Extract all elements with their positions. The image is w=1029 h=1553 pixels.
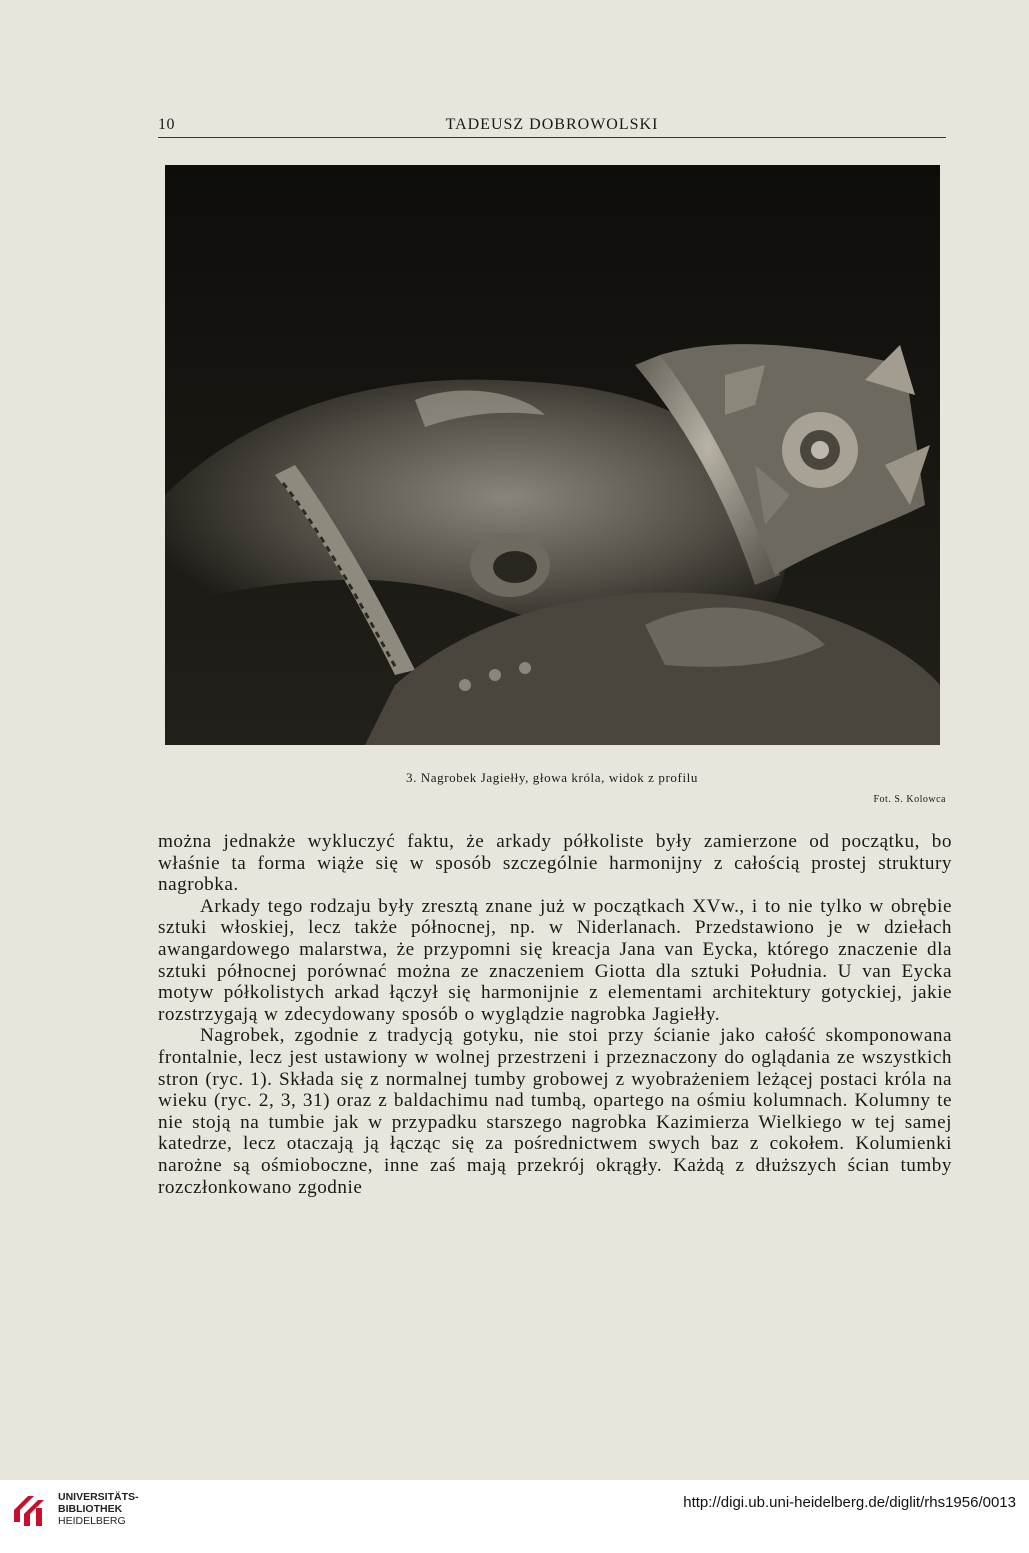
library-footer bbox=[0, 1480, 1029, 1553]
paragraph: Arkady tego rodzaju były zresztą znane już w początkach XVw., i to nie tylko w obrębie sztuki włoskiej, lecz także północnej, np. w Niderlanach. Przedstawiono je w dziełach awangardowego malarstwa, że przypomni się kreacja Jana van Eycka, którego znaczenie dla sztuki północnej porównać można ze znaczeniem Giotta dla sztuki Południa. U van Eycka motyw półkolistych arkad łączył się harmonijnie z elementami architektury gotyckiej, jakie rozstrzygają w zdecydowany sposób o wyglądzie nagrobka Jagiełły. bbox=[158, 895, 952, 1025]
photo-illustration bbox=[165, 165, 940, 745]
header-rule bbox=[158, 137, 946, 138]
paragraph: Nagrobek, zgodnie z tradycją gotyku, nie stoi przy ścianie jako całość skomponowana frontalnie, lecz jest ustawiony w wolnej przestrzeni i przeznaczony do oglądania ze wszystkich stron (ryc. 1). Składa się z normalnej tumby grobowej z wyobrażeniem leżącej postaci króla na wieku (ryc. 2, 3, 31) oraz z baldachimu nad tumbą, opartego na ośmiu kolumnach. Kolumny te nie stoją na tumbie jak w przypadku starszego nagrobka Kazimierza Wielkiego w tej samej katedrze, lecz otaczają ją łącząc się za pośrednictwem swych baz z cokołem. Kolumienki narożne są ośmioboczne, inne zaś mają przekrój okrągły. Każdą z dłuższych ścian tumby rozczłonkowano zgodnie bbox=[158, 1025, 952, 1198]
page-number: 10 bbox=[158, 116, 175, 133]
library-name-line: BIBLIOTHEK bbox=[58, 1503, 123, 1515]
photo-credit: Fot. S. Kolowca bbox=[873, 794, 946, 805]
figure-caption: 3. Nagrobek Jagiełły, głowa króla, widok z profilu bbox=[406, 770, 698, 785]
running-title: TADEUSZ DOBROWOLSKI bbox=[445, 116, 659, 133]
library-name-line: HEIDELBERG bbox=[58, 1515, 126, 1527]
library-name-line: UNIVERSITÄTS- bbox=[58, 1491, 139, 1503]
paragraph: można jednakże wykluczyć faktu, że arkady półkoliste były zamierzone od początku, bo właśnie ta forma wiąże się w sposób szczególnie harmonijny z całością prostej struktury nagrobka. bbox=[158, 831, 952, 896]
library-logo-icon bbox=[10, 1488, 50, 1528]
library-name bbox=[58, 1491, 139, 1527]
figure-photo-king-head-profile bbox=[165, 165, 940, 745]
body-text bbox=[158, 831, 952, 1198]
source-url-link[interactable]: http://digi.ub.uni-heidelberg.de/diglit/rhs1956/0013 bbox=[683, 1494, 1016, 1511]
page-header bbox=[158, 116, 946, 138]
